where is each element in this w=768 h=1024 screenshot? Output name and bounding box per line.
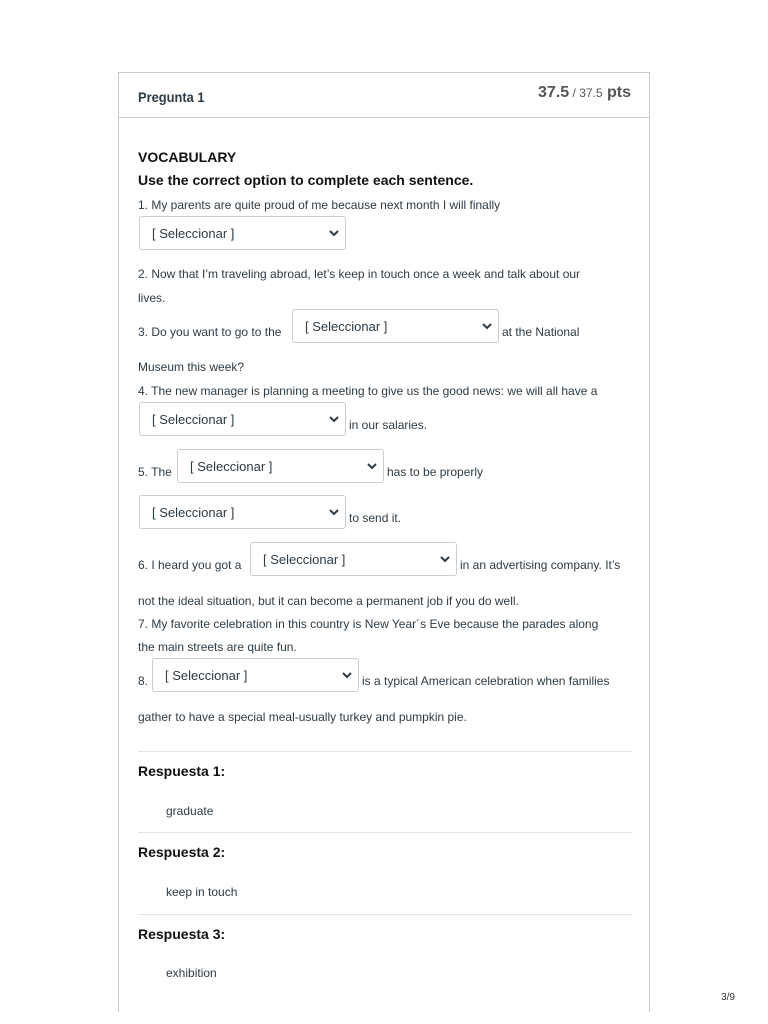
score-separator: /	[569, 86, 580, 100]
instruction-text: Use the correct option to complete each sentence.	[138, 172, 474, 188]
sentence-8-mid: is a typical American celebration when families	[362, 674, 610, 688]
sentence-5-mid: has to be properly	[387, 465, 484, 479]
chevron-down-icon	[366, 460, 378, 472]
chevron-down-icon	[328, 227, 340, 239]
select-value: [ Seleccionar ]	[152, 226, 235, 241]
select-value: [ Seleccionar ]	[165, 668, 248, 683]
answer-label-2: Respuesta 2:	[138, 844, 226, 860]
sentence-6-mid: in an advertising company. It’s	[460, 558, 621, 572]
answer-label-1: Respuesta 1:	[138, 763, 226, 779]
select-value: [ Seleccionar ]	[152, 505, 235, 520]
answer-value-2: keep in touch	[166, 885, 238, 899]
divider	[138, 832, 632, 833]
question-card	[118, 72, 650, 1012]
sentence-5: 5. The	[138, 465, 172, 479]
answer-label-3: Respuesta 3:	[138, 926, 226, 942]
sentence-8-cont: gather to have a special meal-usually turkey and pumpkin pie.	[138, 710, 467, 724]
chevron-down-icon	[341, 669, 353, 681]
sentence-3: 3. Do you want to go to the	[138, 325, 282, 339]
sentence-4: 4. The new manager is planning a meeting to give us the good news: we will all have a	[138, 384, 598, 398]
answer-select-4[interactable]	[177, 449, 384, 483]
answer-value-1: graduate	[166, 804, 214, 818]
question-score	[538, 84, 631, 102]
score-earned: 37.5	[538, 84, 570, 101]
chevron-down-icon	[328, 506, 340, 518]
chevron-down-icon	[328, 413, 340, 425]
sentence-4-cont: in our salaries.	[349, 418, 428, 432]
question-title: Pregunta 1	[138, 89, 205, 105]
select-value: [ Seleccionar ]	[305, 319, 388, 334]
sentence-3-cont: Museum this week?	[138, 360, 245, 374]
sentence-7-cont: the main streets are quite fun.	[138, 640, 297, 654]
divider	[138, 751, 632, 752]
answer-select-6[interactable]	[250, 542, 457, 576]
sentence-5-cont: to send it.	[349, 511, 402, 525]
answer-select-1[interactable]	[139, 216, 346, 250]
sentence-8: 8.	[138, 674, 149, 688]
score-unit: pts	[602, 84, 631, 101]
answer-select-7[interactable]	[152, 658, 359, 692]
divider	[138, 914, 632, 915]
sentence-7: 7. My favorite celebration in this country is New Year´s Eve because the parades along	[138, 617, 599, 631]
chevron-down-icon	[481, 320, 493, 332]
question-header	[119, 73, 649, 118]
answer-select-2[interactable]	[292, 309, 499, 343]
answer-value-3: exhibition	[166, 966, 217, 980]
section-title: VOCABULARY	[138, 149, 237, 165]
sentence-3-mid: at the National	[502, 325, 580, 339]
page-indicator: 3/9	[721, 992, 735, 1003]
select-value: [ Seleccionar ]	[263, 552, 346, 567]
sentence-1: 1. My parents are quite proud of me because next month I will finally	[138, 198, 501, 212]
score-total: 37.5	[579, 86, 603, 100]
select-value: [ Seleccionar ]	[190, 459, 273, 474]
answer-select-3[interactable]	[139, 402, 346, 436]
sentence-6: 6. I heard you got a	[138, 558, 242, 572]
answer-select-5[interactable]	[139, 495, 346, 529]
chevron-down-icon	[439, 553, 451, 565]
select-value: [ Seleccionar ]	[152, 412, 235, 427]
sentence-6-cont: not the ideal situation, but it can become a permanent job if you do well.	[138, 594, 519, 608]
sentence-2-cont: lives.	[138, 291, 166, 305]
sentence-2: 2. Now that I’m traveling abroad, let’s keep in touch once a week and talk about our	[138, 267, 581, 281]
